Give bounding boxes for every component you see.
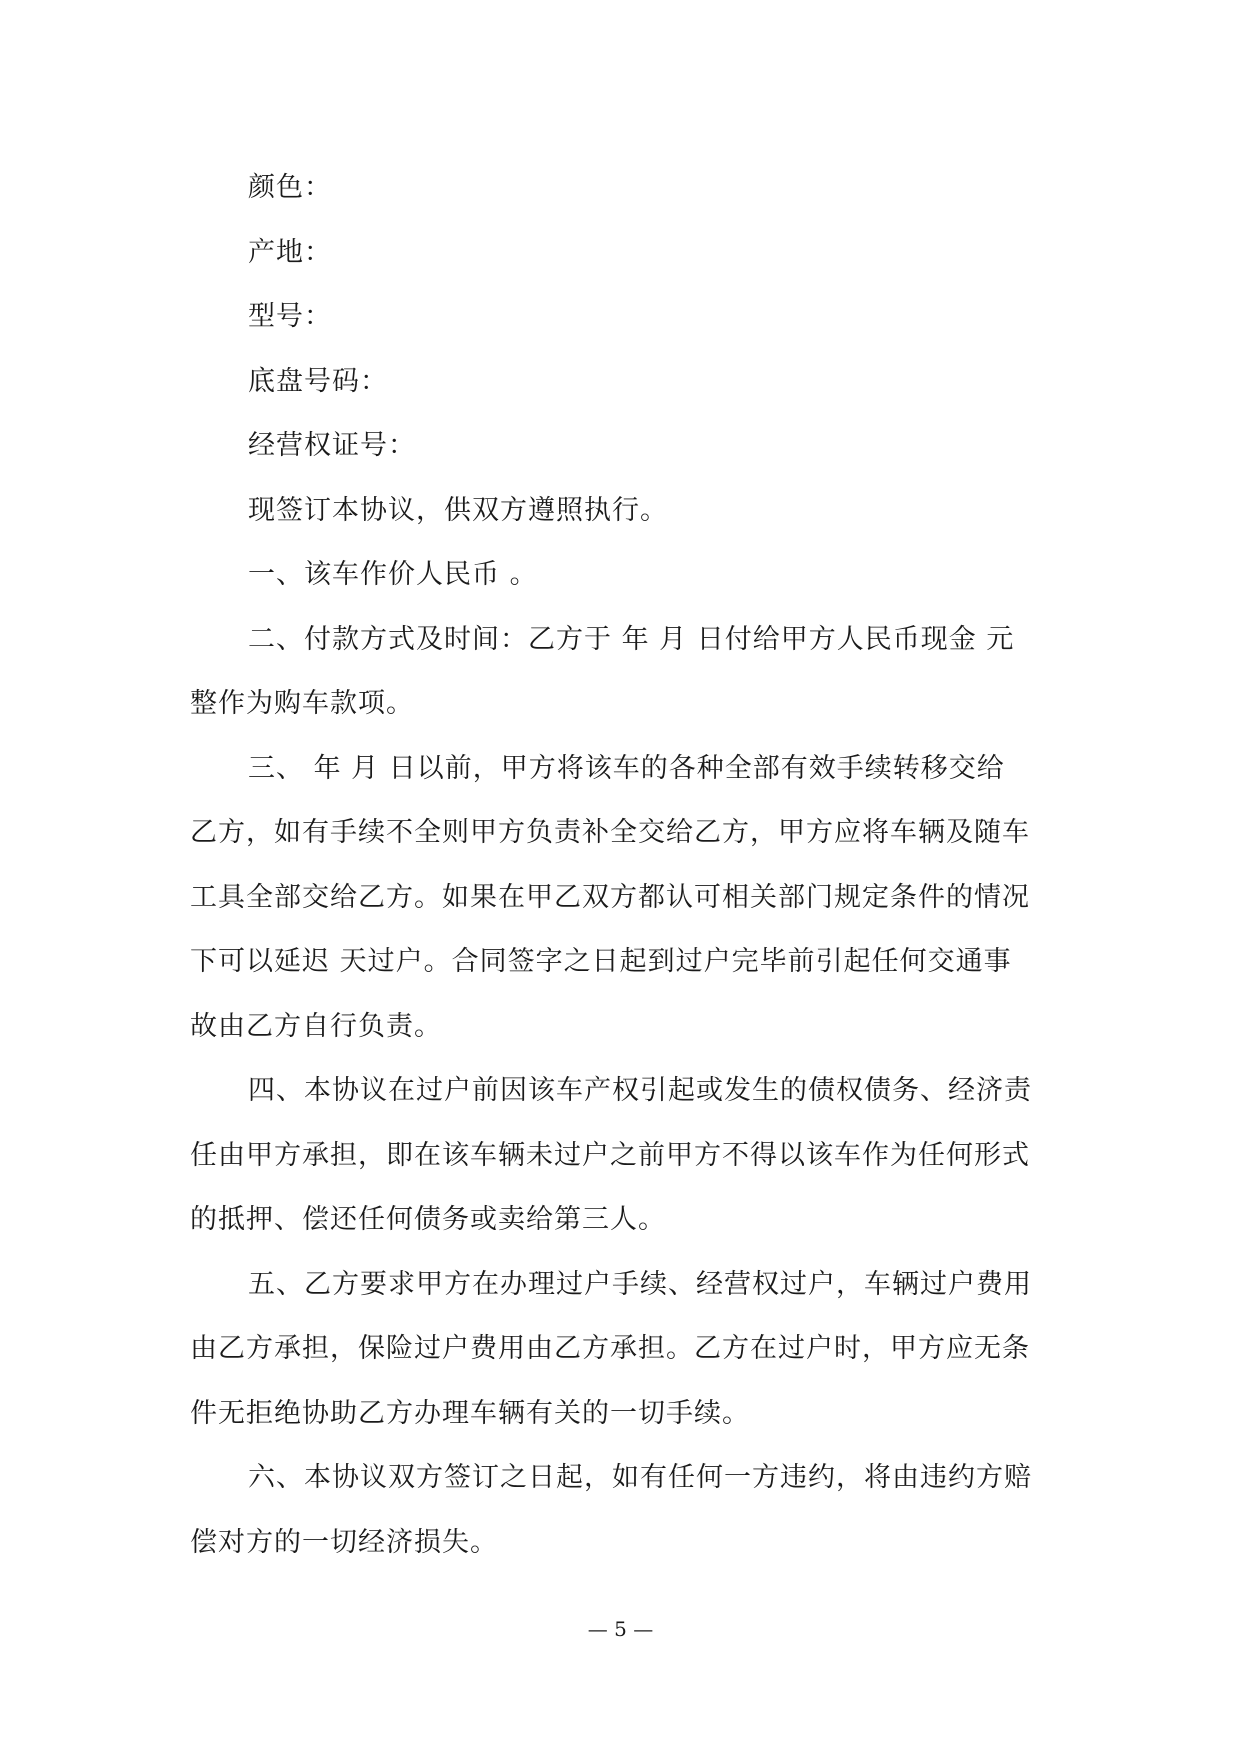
clause-5-line: 五、乙方要求甲方在办理过户手续、经营权过户，车辆过户费用 <box>248 1268 1032 1300</box>
field-origin: 产地： <box>248 236 332 268</box>
clause-6-line: 偿对方的一切经济损失。 <box>190 1526 498 1558</box>
clause-6 <box>190 1446 1062 1575</box>
page-number: — 5 — <box>587 1617 654 1641</box>
clause-3-line: 乙方，如有手续不全则甲方负责补全交给乙方，甲方应将车辆及随车 <box>190 817 1030 848</box>
clause-6-line: 六、本协议双方签订之日起，如有任何一方违约，将由违约方赔 <box>248 1462 1032 1493</box>
field-color: 颜色： <box>248 172 332 203</box>
clause-4 <box>190 1059 1062 1253</box>
clause-5 <box>190 1253 1062 1447</box>
clause-5-line: 由乙方承担，保险过户费用由乙方承担。乙方在过户时，甲方应无条 <box>190 1333 1030 1364</box>
clause-2 <box>190 608 1062 737</box>
clause-5-line: 件无拒绝协助乙方办理车辆有关的一切手续。 <box>190 1397 750 1429</box>
clause-4-line: 的抵押、偿还任何债务或卖给第三人。 <box>190 1204 666 1235</box>
document-body <box>190 156 1062 1575</box>
clause-1: 一、该车作价人民币 。 <box>248 559 538 590</box>
clause-4-line: 任由甲方承担，即在该车辆未过户之前甲方不得以该车作为任何形式 <box>190 1139 1030 1171</box>
field-chassis-number: 底盘号码： <box>248 365 388 397</box>
clause-3-line: 三、 年 月 日以前，甲方将该车的各种全部有效手续转移交给 <box>248 752 1005 784</box>
clause-4-line: 四、本协议在过户前因该车产权引起或发生的债权债务、经济责 <box>248 1075 1032 1106</box>
clause-3-line: 故由乙方自行负责。 <box>190 1010 442 1042</box>
intro-paragraph: 现签订本协议，供双方遵照执行。 <box>248 494 668 526</box>
clause-3-line: 工具全部交给乙方。如果在甲乙双方都认可相关部门规定条件的情况 <box>190 881 1030 913</box>
clause-3 <box>190 737 1062 1060</box>
clause-2-line: 二、付款方式及时间：乙方于 年 月 日付给甲方人民币现金 元 <box>248 623 1015 655</box>
field-model: 型号： <box>248 301 332 332</box>
clause-2-line: 整作为购车款项。 <box>190 688 414 719</box>
clause-3-line: 下可以延迟 天过户。合同签字之日起到过户完毕前引起任何交通事 <box>190 946 1012 977</box>
field-license-number: 经营权证号： <box>248 430 416 461</box>
